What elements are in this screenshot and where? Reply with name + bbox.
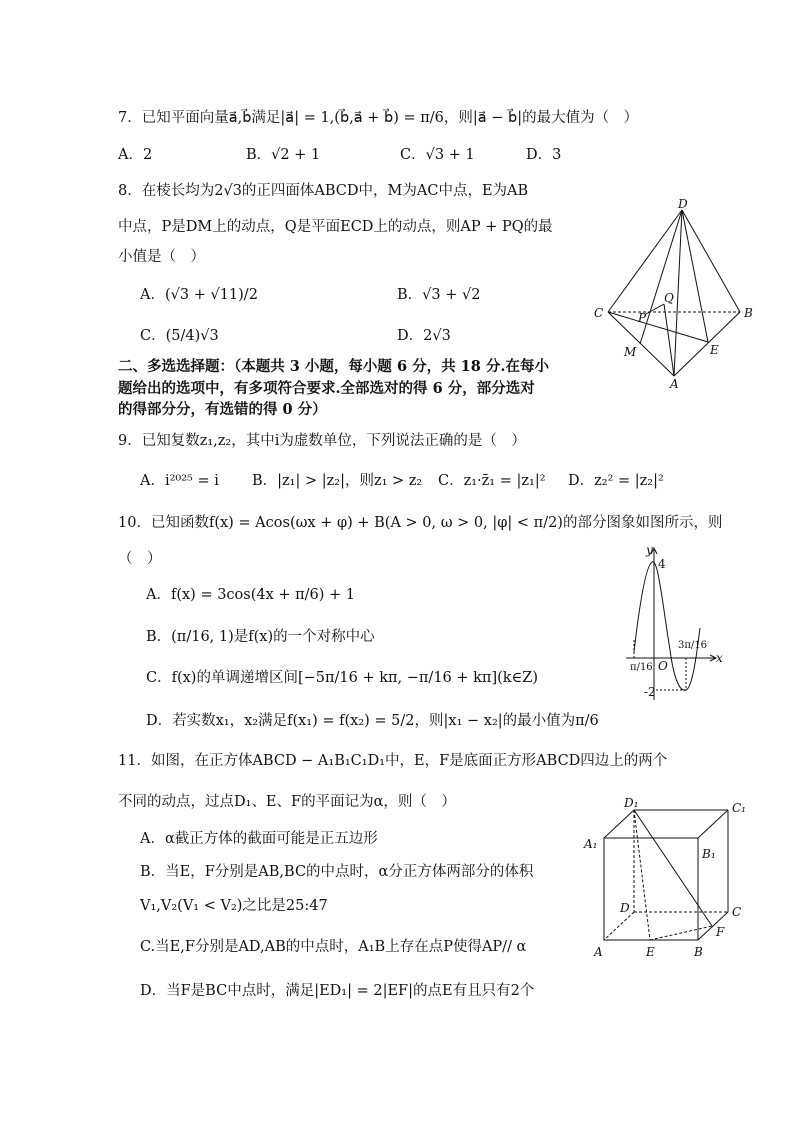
graph-ymin-label: -2 <box>644 685 656 699</box>
q10-paren: （ ） <box>118 551 162 567</box>
q11-option-b: B．当E，F分别是AB,BC的中点时，α分正方体两部分的体积 <box>140 864 534 880</box>
q7-option-d: D．3 <box>526 147 562 163</box>
graph-xpos-label: 3π/16 <box>678 640 708 651</box>
graph-y-label: y <box>646 543 653 557</box>
label-c: C <box>594 306 604 320</box>
label-m: M <box>624 345 637 359</box>
q11-option-b-cont: V₁,V₂(V₁ < V₂)之比是25:47 <box>140 898 328 914</box>
q10-option-b: B．(π/16, 1)是f(x)的一个对称中心 <box>146 629 375 645</box>
label-q: Q <box>664 291 674 305</box>
label-a: A <box>594 945 603 959</box>
q9-option-b: B．|z₁| > |z₂|，则z₁ > z₂ <box>252 473 423 489</box>
label-f: F <box>716 925 725 939</box>
q9-stem: 9．已知复数z₁,z₂，其中i为虚数单位，下列说法正确的是（ ） <box>118 433 526 449</box>
section2-line1: 二、多选选择题：（本题共 3 小题，每小题 6 分，共 18 分.在每小 <box>118 358 549 375</box>
graph-xneg-label: π/16 <box>630 662 653 673</box>
q8-stem-line3: 小值是（ ） <box>118 249 205 265</box>
q10-option-a: A．f(x) = 3cos(4x + π/6) + 1 <box>146 587 356 603</box>
q11-option-a: A．α截正方体的截面可能是正五边形 <box>140 831 378 847</box>
label-a: A <box>670 377 679 391</box>
label-a1: A₁ <box>584 837 598 851</box>
label-e: E <box>646 945 655 959</box>
section2-line2: 题给出的选项中，有多项符合要求.全部选对的得 6 分，部分选对 <box>118 380 535 397</box>
q7-stem: 7．已知平面向量a⃗,b⃗满足|a⃗| = 1,(b⃗,a⃗ + b⃗) = π/6，则|a⃗ − b⃗|的最大值为（ ） <box>118 110 639 126</box>
q8-stem-line1: 8．在棱长均为2√3的正四面体ABCD中，M为AC中点，E为AB <box>118 183 529 199</box>
q9-option-a: A．i²⁰²⁵ = i <box>140 473 219 489</box>
label-b1: B₁ <box>702 847 716 861</box>
graph-ymax-label: 4 <box>658 557 666 571</box>
label-d1: D₁ <box>624 796 639 810</box>
graph-x-label: x <box>716 651 723 665</box>
label-d: D <box>620 901 630 915</box>
q11-option-d: D．当F是BC中点时，满足|ED₁| = 2|EF|的点E有且只有2个 <box>140 983 535 999</box>
graph-origin-label: O <box>658 659 668 673</box>
q10-stem: 10．已知函数f(x) = Acos(ωx + φ) + B(A > 0, ω > 0, |φ| < π/2)的部分图象如图所示，则 <box>118 515 723 531</box>
label-c1: C₁ <box>732 801 746 815</box>
tetrahedron-figure <box>588 196 768 392</box>
q7-option-c: C．√3 + 1 <box>400 147 475 163</box>
label-b: B <box>694 945 703 959</box>
label-e: E <box>710 343 719 357</box>
section2-line3: 的得部分分，有选错的得 0 分） <box>118 401 327 418</box>
q11-option-c: C.当E,F分别是AD,AB的中点时，A₁B上存在点P使得AP// α <box>140 939 527 955</box>
q8-option-c: C．(5/4)√3 <box>140 328 219 344</box>
q10-option-c: C．f(x)的单调递增区间[−5π/16 + kπ, −π/16 + kπ](k∈Z) <box>146 670 539 686</box>
q9-option-d: D．z₂² = |z₂|² <box>568 473 664 489</box>
q11-stem-line2: 不同的动点，过点D₁、E、F的平面记为α，则（ ） <box>118 794 456 810</box>
label-b: B <box>744 306 753 320</box>
q8-option-d: D．2√3 <box>397 328 451 344</box>
label-c: C <box>732 905 742 919</box>
q9-option-c: C．z₁·z̄₁ = |z₁|² <box>438 473 546 489</box>
cube-figure <box>582 796 774 966</box>
label-p: P <box>638 311 647 325</box>
q8-option-a: A．(√3 + √11)/2 <box>140 287 258 303</box>
q7-option-b: B．√2 + 1 <box>246 147 321 163</box>
cosine-graph <box>620 540 730 708</box>
q8-stem-line2: 中点，P是DM上的动点，Q是平面ECD上的动点，则AP + PQ的最 <box>118 219 553 235</box>
label-d: D <box>678 197 688 211</box>
q11-stem-line1: 11．如图，在正方体ABCD − A₁B₁C₁D₁中，E，F是底面正方形ABCD四边上的两个 <box>118 753 668 769</box>
q10-option-d: D．若实数x₁，x₂满足f(x₁) = f(x₂) = 5/2，则|x₁ − x₂|的最小值为π/6 <box>146 713 599 729</box>
q7-option-a: A．2 <box>118 147 153 163</box>
q8-option-b: B．√3 + √2 <box>397 287 481 303</box>
